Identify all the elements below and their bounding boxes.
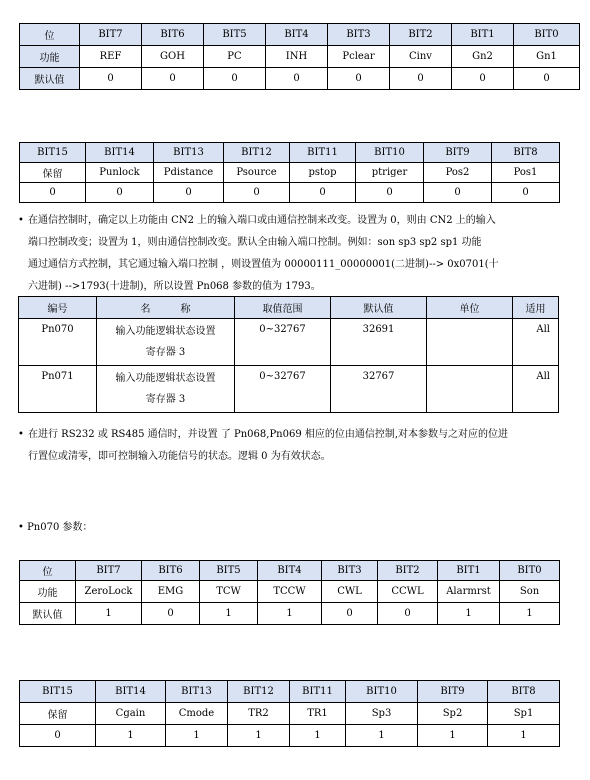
table-cell: 功能 — [20, 581, 76, 603]
table-cell: 0 — [356, 183, 424, 203]
table-cell: Pclear — [328, 46, 390, 68]
header-cell: BIT3 — [328, 24, 390, 46]
table-cell: 0 — [322, 603, 378, 625]
header-cell: BIT10 — [346, 681, 418, 703]
table-cell: TCW — [200, 581, 258, 603]
header-cell: BIT6 — [142, 24, 204, 46]
table-cell: pstop — [290, 163, 356, 183]
header-cell: BIT12 — [228, 681, 290, 703]
table-cell: 0 — [492, 183, 560, 203]
param-header-id: 编号 — [19, 297, 97, 319]
table-cell: 0 — [20, 725, 96, 747]
table-cell: Cgain — [96, 703, 166, 725]
param-default: 32767 — [331, 366, 427, 413]
header-cell: BIT0 — [514, 24, 580, 46]
header-cell: BIT1 — [452, 24, 514, 46]
param-header-applies: 适用 — [513, 297, 559, 319]
header-cell: BIT4 — [266, 24, 328, 46]
communication-control-paragraph — [18, 210, 583, 298]
table-cell: 0 — [452, 68, 514, 90]
table-cell: Gn1 — [514, 46, 580, 68]
rs232-rs485-paragraph — [18, 424, 583, 468]
table-cell: 1 — [166, 725, 228, 747]
table-row — [19, 319, 559, 366]
paragraph-line: 六进制) -->1793(十进制)，所以设置 Pn068 参数的值为 1793。 — [28, 281, 321, 292]
table-cell: 0 — [142, 68, 204, 90]
header-cell: BIT9 — [418, 681, 488, 703]
table-cell: 0 — [514, 68, 580, 90]
table-cell: 0 — [86, 183, 154, 203]
header-cell: 位 — [20, 561, 76, 581]
header-cell: BIT6 — [142, 561, 200, 581]
table-cell: 0 — [266, 68, 328, 90]
param-name — [97, 319, 235, 366]
header-cell: BIT14 — [86, 143, 154, 163]
paragraph-line: 端口控制改变；设置为 1，则由通信控制改变。默认全由输入端口控制。例如：son sp3 sp2 sp1 功能 — [28, 237, 482, 248]
table-cell: TCCW — [258, 581, 322, 603]
table-cell: REF — [80, 46, 142, 68]
table-cell: Sp1 — [488, 703, 560, 725]
table-row — [20, 581, 560, 603]
table-cell: 1 — [488, 725, 560, 747]
param-name-line2: 寄存器 3 — [145, 347, 186, 358]
table-cell: PC — [204, 46, 266, 68]
param-range: 0~32767 — [235, 366, 331, 413]
param-header-unit: 单位 — [427, 297, 513, 319]
paragraph-line: 通过通信方式控制，其它通过输入端口控制 ，则设置值为 00000111_00000001(二进制)--> 0x0701(十 — [28, 259, 499, 270]
header-cell: BIT0 — [500, 561, 560, 581]
param-unit — [427, 366, 513, 413]
param-id: Pn070 — [19, 319, 97, 366]
table-cell: Alarmrst — [438, 581, 500, 603]
header-cell: BIT4 — [258, 561, 322, 581]
table-cell: Pdistance — [154, 163, 224, 183]
header-cell: BIT14 — [96, 681, 166, 703]
header-cell: BIT1 — [438, 561, 500, 581]
table-cell: EMG — [142, 581, 200, 603]
table-cell: 功能 — [20, 46, 80, 68]
bit-table-low-byte — [19, 23, 580, 90]
header-cell: BIT10 — [356, 143, 424, 163]
table-cell: ZeroLock — [76, 581, 142, 603]
table-cell: Punlock — [86, 163, 154, 183]
bit-table-high-byte — [19, 142, 560, 203]
table-cell: 1 — [346, 725, 418, 747]
param-name — [97, 366, 235, 413]
param-unit — [427, 319, 513, 366]
table-row — [20, 603, 560, 625]
table-cell: 0 — [390, 68, 452, 90]
table-cell: GOH — [142, 46, 204, 68]
parameter-table — [18, 296, 559, 413]
paragraph-line: 行置位或清零，即可控制输入功能信号的状态。逻辑 0 为有效状态。 — [28, 451, 331, 462]
table-cell: Pos1 — [492, 163, 560, 183]
table-cell: 0 — [204, 68, 266, 90]
header-cell: BIT15 — [20, 143, 86, 163]
table-cell: Cinv — [390, 46, 452, 68]
param-name-line1: 输入功能逻辑状态设置 — [115, 326, 216, 337]
table-cell: 0 — [154, 183, 224, 203]
param-default: 32691 — [331, 319, 427, 366]
header-cell: BIT3 — [322, 561, 378, 581]
param-applies: All — [513, 366, 559, 413]
table-cell: TR2 — [228, 703, 290, 725]
header-cell: BIT7 — [76, 561, 142, 581]
header-cell: BIT2 — [378, 561, 438, 581]
pn070-bit-table-low-byte — [19, 560, 560, 625]
table-row — [20, 68, 580, 90]
table-cell: 0 — [142, 603, 200, 625]
table-cell: Pos2 — [424, 163, 492, 183]
header-cell: 位 — [20, 24, 80, 46]
table-cell: 1 — [500, 603, 560, 625]
param-id: Pn071 — [19, 366, 97, 413]
table-row — [20, 725, 560, 747]
header-cell: BIT11 — [290, 681, 346, 703]
table-cell: 0 — [328, 68, 390, 90]
table-cell: CCWL — [378, 581, 438, 603]
table-cell: 0 — [290, 183, 356, 203]
table-cell: ptriger — [356, 163, 424, 183]
param-name-line1: 输入功能逻辑状态设置 — [115, 373, 216, 384]
table-cell: 0 — [424, 183, 492, 203]
header-cell: BIT9 — [424, 143, 492, 163]
table-cell: TR1 — [290, 703, 346, 725]
header-cell: BIT12 — [224, 143, 290, 163]
header-cell: BIT5 — [204, 24, 266, 46]
table-cell: Son — [500, 581, 560, 603]
paragraph-line: 在通信控制时，确定以上功能由 CN2 上的输入端口或由通信控制来改变。设置为 0，则由 CN2 上的输入 — [28, 215, 496, 226]
table-row — [19, 366, 559, 413]
pn070-note: • Pn070 参数： — [18, 522, 93, 533]
table-cell: Gn2 — [452, 46, 514, 68]
table-cell: CWL — [322, 581, 378, 603]
table-cell: 1 — [228, 725, 290, 747]
table-cell: 1 — [438, 603, 500, 625]
table-cell: 1 — [258, 603, 322, 625]
bullet: • — [18, 215, 24, 226]
param-header-default: 默认值 — [331, 297, 427, 319]
table-header-row — [20, 24, 580, 46]
table-cell: Sp2 — [418, 703, 488, 725]
header-cell: BIT7 — [80, 24, 142, 46]
param-header-range: 取值范围 — [235, 297, 331, 319]
table-cell: 1 — [96, 725, 166, 747]
table-row — [20, 183, 560, 203]
table-cell: Psource — [224, 163, 290, 183]
param-applies: All — [513, 319, 559, 366]
table-cell: 保留 — [20, 163, 86, 183]
paragraph-line: 在进行 RS232 或 RS485 通信时，并设置 了 Pn068,Pn069 相应的位由通信控制,对本参数与之对应的位进 — [28, 429, 509, 440]
header-cell: BIT5 — [200, 561, 258, 581]
table-cell: 默认值 — [20, 603, 76, 625]
param-header-name: 名 称 — [97, 297, 235, 319]
table-cell: 1 — [76, 603, 142, 625]
table-row — [20, 703, 560, 725]
pn070-bit-table-high-byte — [19, 680, 560, 747]
table-row — [20, 46, 580, 68]
table-cell: 默认值 — [20, 68, 80, 90]
table-cell: Sp3 — [346, 703, 418, 725]
bullet: • — [18, 429, 24, 440]
table-cell: Cmode — [166, 703, 228, 725]
table-cell: 1 — [418, 725, 488, 747]
table-cell: 0 — [20, 183, 86, 203]
table-cell: 0 — [378, 603, 438, 625]
table-cell: 0 — [80, 68, 142, 90]
header-cell: BIT13 — [154, 143, 224, 163]
table-cell: 保留 — [20, 703, 96, 725]
table-cell: 1 — [290, 725, 346, 747]
header-cell: BIT8 — [492, 143, 560, 163]
header-cell: BIT13 — [166, 681, 228, 703]
table-row — [20, 163, 560, 183]
table-cell: 0 — [224, 183, 290, 203]
table-header-row — [20, 561, 560, 581]
table-header-row — [20, 143, 560, 163]
header-cell: BIT8 — [488, 681, 560, 703]
table-cell: 1 — [200, 603, 258, 625]
table-cell: INH — [266, 46, 328, 68]
table-header-row — [20, 681, 560, 703]
header-cell: BIT15 — [20, 681, 96, 703]
param-name-line2: 寄存器 3 — [145, 394, 186, 405]
header-cell: BIT11 — [290, 143, 356, 163]
param-range: 0~32767 — [235, 319, 331, 366]
header-cell: BIT2 — [390, 24, 452, 46]
